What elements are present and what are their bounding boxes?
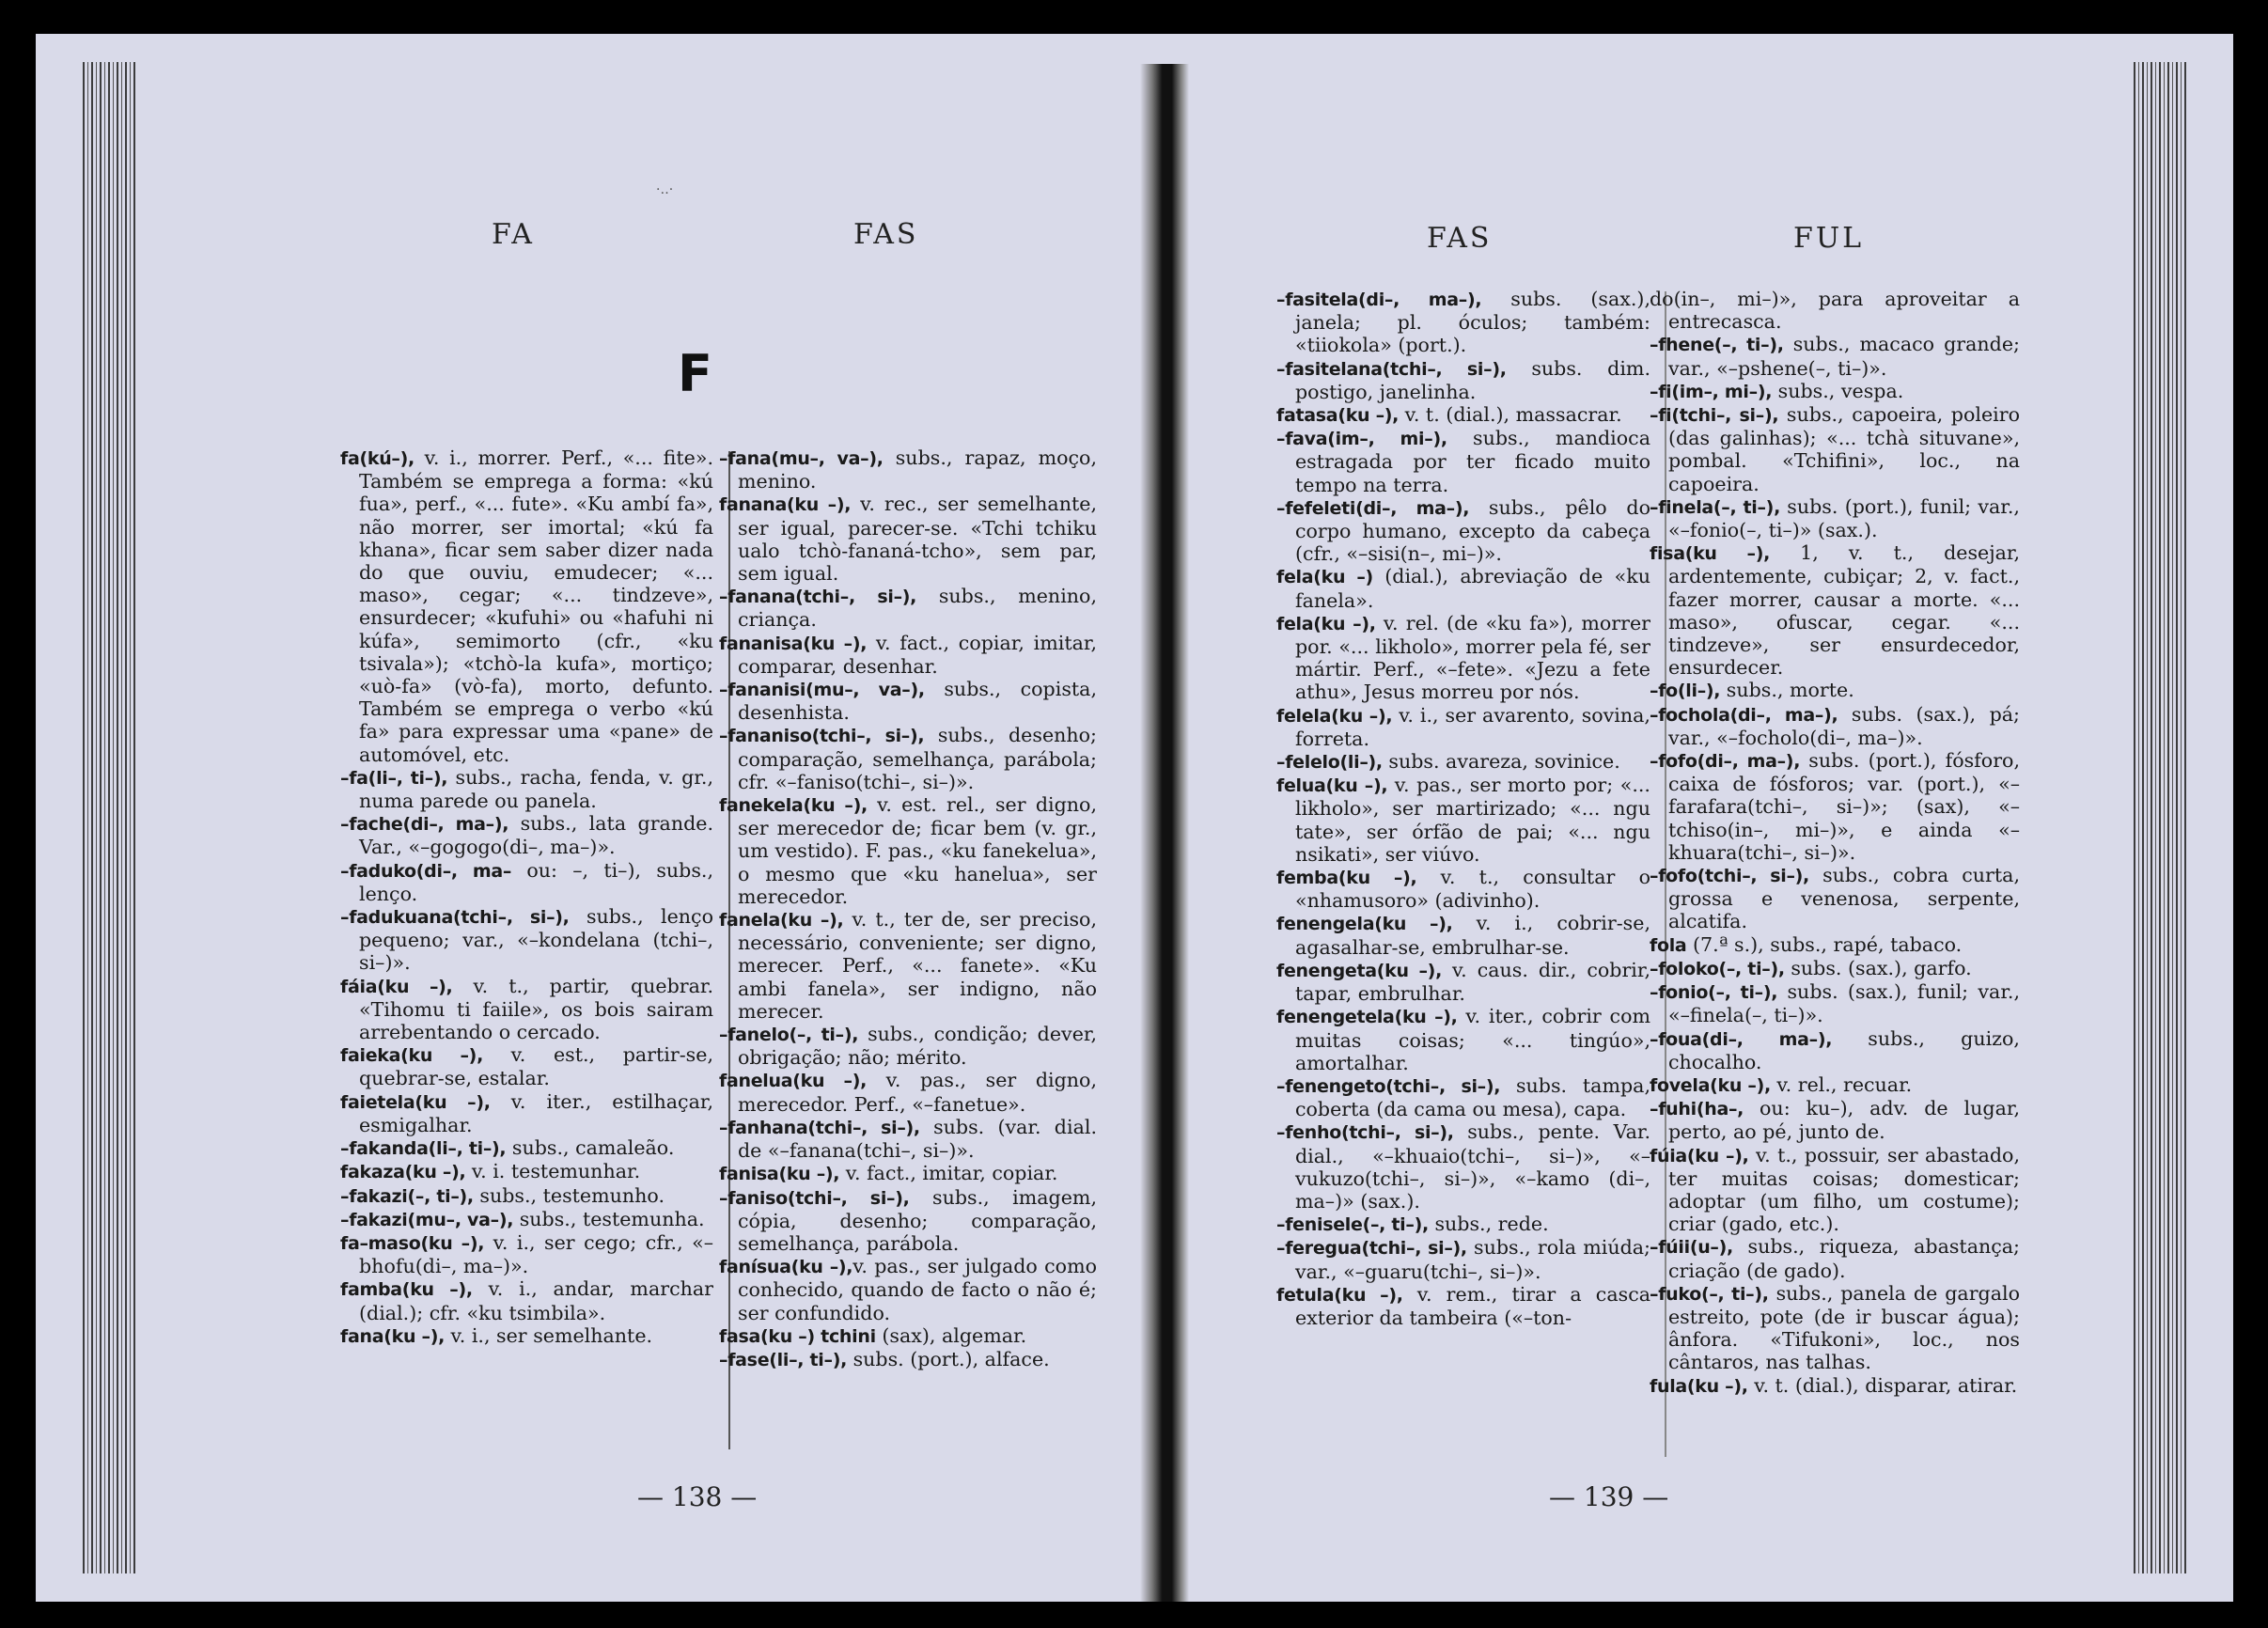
- entry-definition: subs. (var. dial. de «–fanana(tchi–, si–)».: [738, 1115, 1097, 1163]
- entry-headword: fula(ku –),: [1650, 1375, 1748, 1397]
- dictionary-entry: [719, 1324, 1097, 1348]
- dictionary-entry: [719, 1023, 1097, 1069]
- entry-definition: v. rel. (de «ku fa»), morrer por. «... likholo», morrer pela fé, ser mártir. Perf., «–fete». «Jezu a fete athu», Jesus morreu por nós.: [1295, 611, 1650, 704]
- entry-definition: subs., testemunho.: [473, 1183, 665, 1207]
- entry-headword: –fo(li–),: [1650, 681, 1721, 702]
- entry-definition: subs., panela de gargalo estreito, pote (de ir buscar água); ânfora. «Tifukoni», loc., nos cântaros, nas talhas.: [1668, 1281, 2020, 1374]
- dictionary-entry: [1276, 1283, 1650, 1329]
- entry-definition: v. pas., ser morto por; «... likholo», ser martirizado; «... ngu tate», ser órfão de pai; «... ngu nsikati», ser viúvo.: [1295, 774, 1650, 866]
- page-number: — 139 —: [1549, 1481, 1669, 1512]
- dictionary-entry: [1650, 980, 2020, 1026]
- entry-headword: fela(ku –),: [1276, 613, 1376, 634]
- entry-definition: subs., pente. Var. dial., «–khuaio(tchi–, si–)», «–vukuzo(tchi–, si–)», «–kamo (di–, ma–)» (sax.).: [1295, 1120, 1651, 1213]
- dictionary-entry: [1276, 612, 1650, 704]
- dictionary-entry: [1650, 1097, 2020, 1143]
- entry-headword: –fefeleti(di–, ma–),: [1276, 497, 1470, 519]
- entry-definition: subs. (sax.), janela; pl. óculos; também: «tiiokola» (port.).: [1295, 288, 1650, 357]
- entry-definition: subs. (sax.), garfo.: [1784, 956, 1972, 979]
- entry-definition: v. t., possuir, ser abastado, ter muitas coisas; domesticar; adoptar (um filho, um costume); criar (gado, etc.).: [1668, 1143, 2020, 1236]
- entry-definition: v. rec., ser semelhante, ser igual, parecer-se. «Tchi tchiku ualo tchò-fananá-tcho», sem par, sem igual.: [738, 493, 1097, 586]
- entry-definition: v. t., ter de, ser preciso, necessário, conveniente; ser digno, merecer. Perf., «... fanete». «Ku ambi fanela», ser indigno, não merecer.: [738, 908, 1097, 1023]
- page-right: [1154, 34, 2233, 1602]
- entry-headword: fasa(ku –) tchini: [719, 1325, 876, 1347]
- dictionary-entry: [1650, 288, 2020, 333]
- entry-definition: v. rel., recuar.: [1770, 1072, 1913, 1096]
- dictionary-entry: [719, 1255, 1097, 1324]
- entry-headword: fetula(ku –),: [1276, 1284, 1403, 1306]
- entry-definition: subs., copista, desenhista.: [738, 678, 1097, 725]
- entry-definition: subs., lata grande. Var., «–gogogo(di–, ma–)».: [359, 812, 713, 859]
- dictionary-entry: [1650, 333, 2020, 379]
- entry-definition: subs., cobra curta, grossa e venenosa, serpente, alcatifa.: [1668, 864, 2020, 933]
- entry-headword: fanela(ku –),: [719, 910, 844, 931]
- entry-headword: fananisa(ku –),: [719, 633, 868, 654]
- dictionary-entry: [1650, 1235, 2020, 1281]
- dictionary-entry: [340, 1231, 713, 1277]
- entry-definition: subs., capoeira, poleiro (das galinhas); «... tchà situvane», pombal. «Tchifini», loc., na capoeira.: [1668, 403, 2020, 495]
- dictionary-entry: [1650, 679, 2020, 702]
- entry-headword: –fi(tchi–, si–),: [1650, 405, 1779, 427]
- dictionary-entry: [719, 793, 1097, 908]
- dictionary-entry: [1276, 750, 1650, 774]
- running-head-right: FUL: [1793, 222, 1865, 255]
- dictionary-entry: [340, 905, 713, 975]
- dictionary-entry: [1650, 957, 2020, 980]
- entry-headword: fenengela(ku –),: [1276, 914, 1453, 935]
- entry-headword: fanísua(ku –),: [719, 1257, 853, 1278]
- entry-definition: v. i., ser avarento, sovina, forreta.: [1295, 703, 1650, 750]
- section-letter: F: [678, 344, 713, 403]
- entry-definition: subs. (sax.), pá; var., «–focholo(di–, ma–)».: [1668, 702, 2020, 749]
- entry-headword: fatasa(ku –),: [1276, 405, 1400, 427]
- entry-definition: do(in–, mi–)», para aproveitar a entrecasca.: [1650, 288, 2020, 334]
- dictionary-entry: [1650, 749, 2020, 864]
- entry-definition: subs. (port.), fósforo, caixa de fósforos; var. (port.), «–farafara(tchi–, si–)»; (sax), «–tchiso(in–, mi–)», e ainda «–khuara(tchi–, si–)».: [1668, 749, 2020, 864]
- entry-headword: –fase(li–, ti–),: [719, 1349, 848, 1370]
- dictionary-entry: [340, 1090, 713, 1136]
- dictionary-entry: [340, 975, 713, 1044]
- entry-definition: v. t., partir, quebrar. «Tihomu ti faiile», os bois sairam arrebentando o cercado.: [359, 974, 714, 1044]
- entry-headword: fanisa(ku –),: [719, 1164, 840, 1185]
- entry-definition: ou: ku–), adv. de lugar, perto, ao pé, junto de.: [1668, 1097, 2020, 1144]
- entry-definition: v. fact., imitar, copiar.: [839, 1162, 1058, 1185]
- entry-headword: –fofo(tchi–, si–),: [1650, 866, 1809, 887]
- entry-headword: –faniso(tchi–, si–),: [719, 1187, 910, 1209]
- entry-headword: fela(ku –): [1276, 567, 1373, 588]
- dictionary-entry: [1650, 1027, 2020, 1073]
- dictionary-entry: [340, 859, 713, 905]
- dictionary-entry: [719, 632, 1097, 678]
- dictionary-entry: [1276, 866, 1650, 912]
- dictionary-entry: [1650, 1282, 2020, 1374]
- entry-definition: v. est. rel., ser digno, ser merecedor de; ficar bem (v. gr., um vestido). F. pas., «ku fanekelua», o mesmo que «ku hanelua», ser merecedor.: [738, 793, 1097, 908]
- entry-headword: faietela(ku –),: [340, 1091, 491, 1113]
- entry-definition: v. t. (dial.), disparar, atirar.: [1747, 1373, 2018, 1397]
- entry-definition: subs., vespa.: [1772, 379, 1904, 402]
- running-head-left: FA: [492, 218, 535, 251]
- entry-definition: v. iter., cobrir com muitas coisas; «... tingúo», amortalhar.: [1295, 1005, 1650, 1074]
- dictionary-entry: [719, 1162, 1097, 1185]
- entry-headword: fanana(ku –),: [719, 494, 852, 516]
- dictionary-entry: [1276, 357, 1650, 403]
- entry-headword: –fanana(tchi–, si–),: [719, 587, 917, 608]
- entry-definition: subs., camaleão.: [506, 1136, 675, 1160]
- entry-headword: –fananisi(mu–, va–),: [719, 680, 925, 701]
- entry-definition: subs., rede.: [1428, 1213, 1549, 1236]
- entry-definition: subs., mandioca estragada por ter ficado muito tempo na terra.: [1295, 427, 1650, 496]
- dictionary-entry: [1276, 912, 1650, 958]
- page-edge-left: [83, 62, 137, 1573]
- entry-definition: ou: –, ti–), subs., lenço.: [359, 858, 714, 905]
- dictionary-entry: [340, 1184, 713, 1208]
- entry-definition: subs., desenho; comparação, semelhança, parábola; cfr. «–faniso(tchi–, si–)».: [738, 724, 1097, 793]
- column-1: [340, 446, 713, 1348]
- entry-headword: fana(ku –),: [340, 1325, 445, 1347]
- dictionary-entry: [1276, 774, 1650, 866]
- column-2: [719, 446, 1097, 1371]
- entry-headword: –fuhi(ha–,: [1650, 1099, 1744, 1120]
- entry-definition: v. fact., copiar, imitar, comparar, desenhar.: [738, 631, 1098, 678]
- dictionary-entry: [340, 1208, 713, 1231]
- entry-definition: v. i., ser semelhante.: [445, 1323, 653, 1347]
- entry-definition: v. pas., ser digno, merecedor. Perf., «–fanetue».: [738, 1069, 1097, 1116]
- dictionary-entry: [1650, 933, 2020, 957]
- entry-headword: –faduko(di–, ma–: [340, 860, 512, 882]
- entry-headword: –fi(im–, mi–),: [1650, 381, 1773, 402]
- entry-headword: –fakazi(–, ti–),: [340, 1185, 474, 1207]
- entry-headword: –felelo(li–),: [1276, 752, 1383, 774]
- dictionary-entry: [719, 678, 1097, 724]
- entry-definition: subs. dim. postigo, janelinha.: [1295, 356, 1650, 403]
- dictionary-entry: [340, 1277, 713, 1323]
- dictionary-entry: [340, 1160, 713, 1183]
- dictionary-entry: [1276, 565, 1650, 611]
- entry-definition: v. pas., ser julgado como conhecido, quando de facto o não é; ser confundido.: [738, 1255, 1097, 1324]
- dictionary-entry: [340, 766, 713, 812]
- entry-headword: –foua(di–, ma–),: [1650, 1028, 1833, 1050]
- dictionary-entry: [1650, 1144, 2020, 1236]
- entry-definition: v. rem., tirar a casca exterior da tambeira («–ton-: [1295, 1282, 1651, 1329]
- speck: ·‥·: [656, 182, 674, 197]
- entry-definition: v. iter., estilhaçar, esmigalhar.: [359, 1089, 713, 1136]
- entry-headword: –fakazi(mu–, va–),: [340, 1209, 514, 1230]
- entry-headword: felua(ku –),: [1276, 775, 1388, 797]
- dictionary-entry: [1650, 495, 2020, 541]
- page-number: — 138 —: [637, 1481, 758, 1512]
- entry-definition: subs., testemunha.: [513, 1207, 705, 1230]
- entry-headword: fáia(ku –),: [340, 976, 453, 997]
- dictionary-entry: [1276, 403, 1650, 427]
- entry-headword: fakaza(ku –),: [340, 1162, 466, 1183]
- entry-headword: fúia(ku –),: [1650, 1145, 1749, 1166]
- entry-definition: subs., imagem, cópia, desenho; comparação, semelhança, parábola.: [738, 1185, 1097, 1255]
- dictionary-entry: [1276, 288, 1650, 357]
- dictionary-entry: [719, 1348, 1097, 1371]
- dictionary-entry: [340, 446, 713, 766]
- dictionary-entry: [1650, 403, 2020, 495]
- entry-definition: subs., morte.: [1720, 679, 1854, 702]
- dictionary-entry: [1276, 1213, 1650, 1236]
- column-2: [1650, 288, 2020, 1398]
- dictionary-entry: [719, 585, 1097, 631]
- entry-definition: subs. (port.), funil; var., «–fonio(–, ti–)» (sax.).: [1668, 494, 2020, 542]
- entry-headword: –fhene(–, ti–),: [1650, 335, 1784, 356]
- dictionary-entry: [1276, 704, 1650, 750]
- dictionary-entry: [1276, 1074, 1650, 1120]
- dictionary-entry: [1650, 541, 2020, 679]
- entry-definition: v. i., morrer. Perf., «... fite». Também se emprega a forma: «kú fua», perf., «... fute». «Ku ambí fa», não morrer, ser imortal; «kú fa khana», ficar sem saber dizer nada do que ouviu, emudecer; «... maso», cegar; «... tindzeve», ensurdecer; «kufuhi» ou «hafuhi ni kúfa», semimorto (cfr., «ku tsivala»); «tchò-la kufa», mortiço; «uò-fa» (vò-fa), morto, defunto. Também se emprega o verbo «kú fa» para expressar uma «pane» de automóvel, etc.: [359, 446, 713, 766]
- running-head-right: FAS: [853, 218, 919, 251]
- page-edge-right: [2134, 62, 2188, 1573]
- dictionary-entry: [1276, 1005, 1650, 1074]
- entry-definition: v. i., ser cego; cfr., «–bhofu(di–, ma–)».: [359, 1230, 714, 1278]
- dictionary-entry: [340, 1136, 713, 1160]
- entry-headword: fisa(ku –),: [1650, 543, 1771, 565]
- dictionary-entry: [1650, 864, 2020, 933]
- dictionary-entry: [1650, 1374, 2020, 1398]
- entry-definition: subs., menino, criança.: [738, 585, 1097, 632]
- entry-headword: –fuko(–, ti–),: [1650, 1283, 1769, 1305]
- entry-definition: subs., riqueza, abastança; criação (de gado).: [1668, 1235, 2020, 1282]
- entry-headword: faieka(ku –),: [340, 1045, 483, 1067]
- dictionary-entry: [1650, 380, 2020, 403]
- dictionary-entry: [1650, 703, 2020, 749]
- dictionary-entry: [719, 1116, 1097, 1162]
- dictionary-entry: [340, 1043, 713, 1089]
- page-left: [36, 34, 1154, 1602]
- entry-headword: felela(ku –),: [1276, 705, 1393, 727]
- dictionary-entry: [1276, 959, 1650, 1005]
- dictionary-entry: [719, 908, 1097, 1023]
- entry-headword: –fananiso(tchi–, si–),: [719, 726, 925, 747]
- dictionary-entry: [340, 1324, 713, 1348]
- entry-headword: –fonio(–, ti–),: [1650, 982, 1778, 1004]
- entry-headword: –fenisele(–, ti–),: [1276, 1214, 1429, 1236]
- entry-definition: subs. avareza, sovinice.: [1382, 750, 1620, 774]
- entry-headword: fa(kú–),: [340, 448, 414, 469]
- dictionary-entry: [1276, 427, 1650, 496]
- dictionary-entry: [719, 493, 1097, 585]
- entry-headword: –feregua(tchi–, si–),: [1276, 1238, 1467, 1260]
- book-spread: [36, 34, 2233, 1602]
- entry-headword: –fasitelana(tchi–, si–),: [1276, 358, 1507, 380]
- column-1: [1276, 288, 1650, 1329]
- dictionary-entry: [340, 812, 713, 858]
- entry-headword: –foloko(–, ti–),: [1650, 958, 1785, 979]
- entry-definition: subs., racha, fenda, v. gr., numa parede ou panela.: [359, 765, 713, 813]
- entry-definition: subs. (sax.), funil; var., «–finela(–, ti–)».: [1668, 980, 2020, 1027]
- entry-headword: –fochola(di–, ma–),: [1650, 704, 1838, 726]
- entry-headword: fanelua(ku –),: [719, 1071, 868, 1092]
- entry-definition: subs. (port.), alface.: [847, 1347, 1050, 1370]
- entry-definition: (dial.), abreviação de «ku fanela».: [1295, 565, 1650, 612]
- dictionary-entry: [1276, 1236, 1650, 1282]
- entry-definition: v. i., cobrir-se, agasalhar-se, embrulhar-se.: [1295, 912, 1650, 959]
- entry-headword: –fanhana(tchi–, si–),: [719, 1117, 920, 1138]
- entry-definition: v. t., consultar o «nhamusoro» (adivinho).: [1295, 866, 1650, 913]
- entry-definition: subs., rapaz, moço, menino.: [738, 446, 1097, 493]
- entry-definition: (7.ª s.), subs., rapé, tabaco.: [1686, 932, 1963, 956]
- entry-definition: subs., condição; dever, obrigação; não; mérito.: [738, 1023, 1098, 1070]
- entry-headword: fanekela(ku –),: [719, 795, 868, 817]
- entry-definition: v. i. testemunhar.: [465, 1160, 641, 1183]
- entry-headword: fovela(ku –),: [1650, 1074, 1771, 1096]
- entry-definition: v. t. (dial.), massacrar.: [1399, 403, 1622, 427]
- entry-headword: –fofo(di–, ma–),: [1650, 751, 1801, 773]
- entry-definition: subs., lenço pequeno; var., «–kondelana (tchi–, si–)».: [359, 905, 713, 975]
- entry-headword: –finela(–, ti–),: [1650, 496, 1780, 518]
- dictionary-entry: [1276, 1120, 1650, 1213]
- entry-definition: (sax), algemar.: [875, 1323, 1027, 1347]
- entry-headword: famba(ku –),: [340, 1279, 473, 1301]
- entry-definition: subs., pêlo do corpo humano, excepto da cabeça (cfr., «–sisi(n–, mi–)».: [1295, 495, 1651, 566]
- entry-headword: fola: [1650, 934, 1687, 956]
- entry-headword: –fache(di–, ma–),: [340, 814, 509, 836]
- entry-definition: v. caus. dir., cobrir, tapar, embrulhar.: [1295, 958, 1651, 1006]
- entry-headword: –fenengeto(tchi–, si–),: [1276, 1075, 1501, 1097]
- entry-definition: subs. tampa, coberta (da cama ou mesa), capa.: [1295, 1073, 1650, 1121]
- entry-definition: v. est., partir-se, quebrar-se, estalar.: [359, 1043, 713, 1090]
- entry-headword: –fanelo(–, ti–),: [719, 1025, 859, 1046]
- entry-definition: subs., guizo, chocalho.: [1668, 1026, 2020, 1073]
- dictionary-entry: [719, 446, 1097, 493]
- entry-headword: –fasitela(di–, ma–),: [1276, 290, 1482, 310]
- entry-definition: subs., rola miúda; var., «–guaru(tchi–, si–)».: [1295, 1236, 1650, 1283]
- dictionary-entry: [719, 724, 1097, 793]
- running-head-left: FAS: [1427, 222, 1493, 255]
- dictionary-entry: [719, 1186, 1097, 1256]
- entry-definition: 1, v. t., desejar, ardentemente, cubiçar; 2, v. fact., fazer morrer, causar a morte. «... maso», ofuscar, cegar. «... tindzeve», ser ensurdecedor, ensurdecer.: [1668, 541, 2020, 680]
- entry-headword: –fúii(u–),: [1650, 1237, 1733, 1259]
- entry-headword: –fana(mu–, va–),: [719, 448, 884, 469]
- entry-definition: v. i., andar, marchar (dial.); cfr. «ku tsimbila».: [359, 1277, 713, 1324]
- dictionary-entry: [1650, 1073, 2020, 1097]
- entry-headword: –fa(li–, ti–),: [340, 767, 448, 789]
- entry-headword: –fava(im–, mi–),: [1276, 429, 1447, 450]
- entry-headword: fenengetela(ku –),: [1276, 1007, 1458, 1028]
- entry-headword: –fenho(tchi–, si–),: [1276, 1122, 1454, 1144]
- entry-headword: –fadukuana(tchi–, si–),: [340, 907, 570, 929]
- entry-headword: –fakanda(li–, ti–),: [340, 1138, 507, 1160]
- dictionary-entry: [719, 1069, 1097, 1115]
- entry-headword: fenengeta(ku –),: [1276, 960, 1442, 981]
- entry-headword: femba(ku –),: [1276, 868, 1417, 889]
- entry-headword: fa–maso(ku –),: [340, 1232, 485, 1254]
- entry-definition: subs., macaco grande; var., «–pshene(–, ti–)».: [1668, 333, 2020, 380]
- dictionary-entry: [1276, 496, 1650, 566]
